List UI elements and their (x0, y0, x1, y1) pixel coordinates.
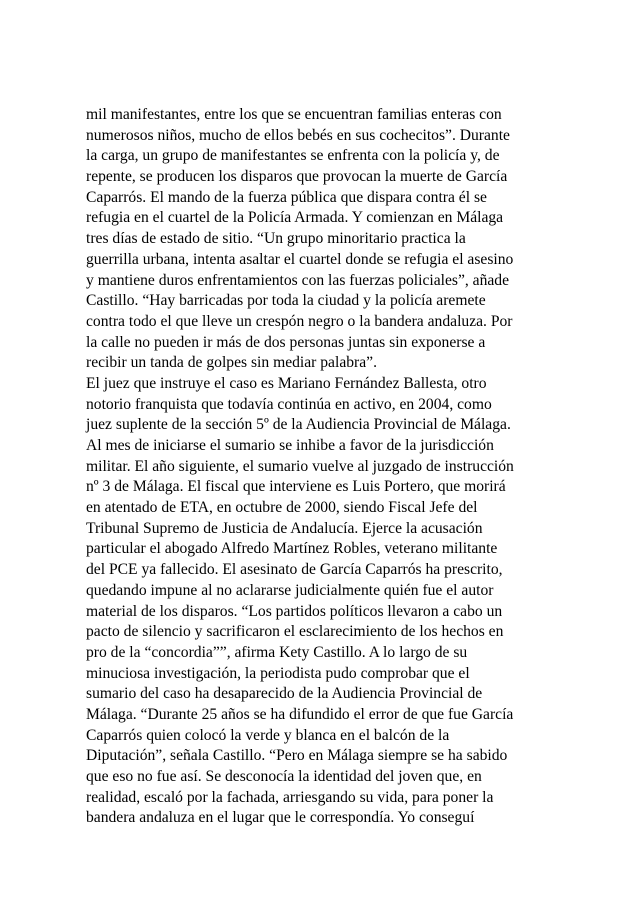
text-line: minuciosa investigación, la periodista pudo comprobar que el (86, 664, 470, 682)
text-line: en atentado de ETA, en octubre de 2000, siendo Fiscal Jefe del (86, 499, 478, 517)
text-line: Caparrós. El mando de la fuerza pública que dispara contra él se (86, 188, 487, 206)
text-line: nº 3 de Málaga. El fiscal que interviene es Luis Portero, que morirá (86, 478, 506, 496)
text-line: repente, se producen los disparos que provocan la muerte de García (86, 168, 508, 186)
text-line: Tribunal Supremo de Justicia de Andalucía. Ejerce la acusación (86, 519, 483, 537)
text-line: tres días de estado de sitio. “Un grupo minoritario practica la (86, 230, 466, 248)
text-line: numerosos niños, mucho de ellos bebés en sus cochecitos”. Durante (86, 126, 510, 144)
text-line: material de los disparos. “Los partidos políticos llevaron a cabo un (86, 602, 503, 620)
text-line: sumario del caso ha desaparecido de la Audiencia Provincial de (86, 685, 483, 703)
text-line: Al mes de iniciarse el sumario se inhibe a favor de la jurisdicción (86, 437, 494, 454)
text-line: recibir un tanda de golpes sin mediar palabra”. (86, 354, 377, 372)
text-line: Málaga. “Durante 25 años se ha difundido el error de que fue García (86, 705, 514, 723)
text-line: particular el abogado Alfredo Martínez Robles, veterano militante (86, 540, 498, 558)
text-line: El juez que instruye el caso es Mariano Fernández Ballesta, otro (86, 374, 487, 392)
text-line: la carga, un grupo de manifestantes se enfrenta con la policía y, de (86, 147, 500, 165)
text-line: mil manifestantes, entre los que se encuentran familias enteras con (86, 106, 502, 123)
text-line: juez suplente de la sección 5º de la Audiencia Provincial de Málaga. (86, 416, 511, 434)
text-line: refugia en el cuartel de la Policía Armada. Y comienzan en Málaga (86, 209, 504, 227)
text-line: la calle no pueden ir más de dos personas juntas sin exponerse a (86, 333, 486, 351)
text-line: Caparrós quien colocó la verde y blanca en el balcón de la (86, 726, 450, 744)
text-line: pacto de silencio y sacrificaron el esclarecimiento de los hechos en (86, 623, 504, 641)
text-line: pro de la “concordia””, afirma Kety Castillo. A lo largo de su (86, 643, 468, 661)
text-line: que eso no fue así. Se desconocía la identidad del joven que, en (86, 768, 482, 785)
text-line: militar. El año siguiente, el sumario vuelve al juzgado de instrucción (86, 457, 514, 475)
text-line: del PCE ya fallecido. El asesinato de García Caparrós ha prescrito, (86, 561, 503, 579)
text-line: Diputación”, señala Castillo. “Pero en Málaga siempre se ha sabido (86, 747, 508, 765)
text-line: bandera andaluza en el lugar que le correspondía. Yo conseguí (86, 809, 475, 827)
text-line: y mantiene duros enfrentamientos con las fuerzas policiales”, añade (86, 271, 510, 289)
body-text (86, 105, 556, 829)
text-line: contra todo el que lleve un crespón negro o la bandera andaluza. Por (86, 312, 513, 330)
text-line: Castillo. “Hay barricadas por toda la ciudad y la policía aremete (86, 292, 486, 310)
text-line: guerrilla urbana, intenta asaltar el cuartel donde se refugia el asesino (86, 250, 514, 268)
text-line: notorio franquista que todavía continúa en activo, en 2004, como (86, 395, 492, 413)
text-line: realidad, escaló por la fachada, arriesgando su vida, para poner la (86, 788, 494, 806)
text-line: quedando impune al no aclararse judicialmente quién fue el autor (86, 581, 494, 599)
